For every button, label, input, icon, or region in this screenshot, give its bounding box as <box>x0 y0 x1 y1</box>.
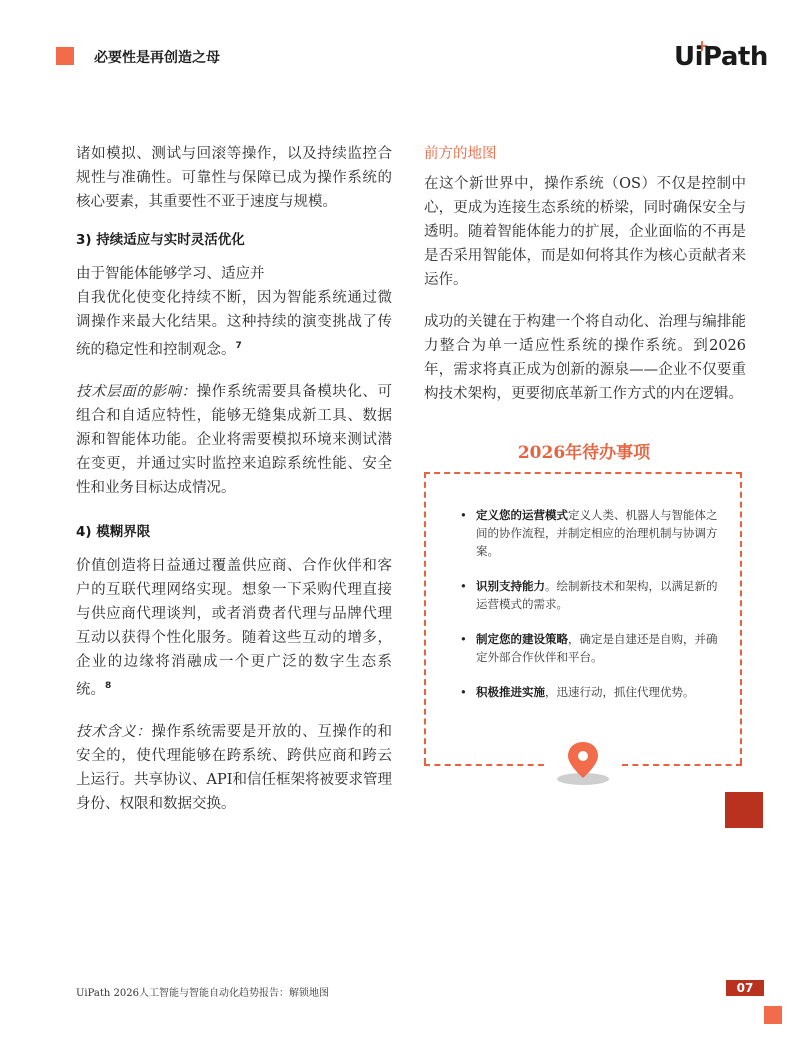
logo-wordmark: UiPath <box>674 42 768 72</box>
corner-accent-square <box>764 1006 782 1024</box>
paragraph-line: 由于智能体能够学习、适应并 <box>76 266 265 282</box>
section-heading-3: 3) 持续适应与实时灵活优化 <box>76 232 245 248</box>
header-accent-square <box>56 47 74 65</box>
page-section-title: 必要性是再创造之母 <box>94 50 220 66</box>
todo-item-text: 。绘制新技术和架构，以满足新的运营模式的需求。 <box>476 579 718 611</box>
map-pin-icon <box>555 740 611 786</box>
todo-box-border-bottom-right <box>622 764 742 766</box>
todo-item <box>460 630 724 666</box>
todo-item-text: ，确定是自建还是自购，并确定外部合作伙伴和平台。 <box>476 632 718 664</box>
todo-item-text: ，迅速行动，抓住代理优势。 <box>545 685 695 699</box>
paragraph <box>76 720 392 816</box>
footnote-ref: 8 <box>105 680 112 691</box>
footer-report-title: UiPath 2026人工智能与智能自动化趋势报告：解锁地图 <box>76 988 329 999</box>
paragraph: 成功的关键在于构建一个将自动化、治理与编排能力整合为单一适应性系统的操作系统。到2026年，需求将真正成为创新的源泉——企业不仅要重构技术架构，更要彻底革新工作方式的内在逻辑。 <box>424 314 746 402</box>
footnote-ref: 7 <box>235 341 242 351</box>
left-column <box>76 142 392 816</box>
todo-title: 2026年待办事项 <box>517 443 651 463</box>
section-heading-map: 前方的地图 <box>424 146 497 162</box>
todo-item <box>460 683 724 701</box>
todo-item-bold: 制定您的建设策略 <box>476 632 568 646</box>
todo-item-bold: 积极推进实施 <box>476 685 545 699</box>
uipath-logo <box>674 38 766 80</box>
paragraph <box>76 262 392 362</box>
decorative-red-block <box>725 792 763 828</box>
todo-box-border-bottom-left <box>424 764 544 766</box>
page-number: 07 <box>726 980 764 996</box>
paragraph: 诸如模拟、测试与回滚等操作，以及持续监控合规性与准确性。可靠性与保障已成为操作系统的核心要素，其重要性不亚于速度与规模。 <box>76 146 392 210</box>
paragraph <box>76 554 392 702</box>
paragraph: 在这个新世界中，操作系统（OS）不仅是控制中心，更成为连接生态系统的桥梁，同时确保安全与透明。随着智能体能力的扩展，企业面临的不再是是否采用智能体，而是如何将其作为核心贡献者来运作。 <box>424 176 746 288</box>
emphasis-label: 技术含义： <box>76 723 152 740</box>
emphasis-label: 技术层面的影响： <box>76 383 197 400</box>
paragraph-text: 操作系统需要具备模块化、可组合和自适应特性，能够无缝集成新工具、数据源和智能体功能。企业将需要模拟环境来测试潜在变更，并通过实时监控来追踪系统性能、安全性和业务目标达成情况。 <box>76 383 393 496</box>
todo-item-bold: 定义您的运营模式 <box>476 508 568 522</box>
todo-item <box>460 506 724 560</box>
paragraph-text: 操作系统需要是开放的、互操作的和安全的，使代理能够在跨系统、跨供应商和跨云上运行。共享协议、API和信任框架将被要求管理身份、权限和数据交换。 <box>76 723 392 812</box>
todo-list <box>460 506 724 718</box>
section-heading-4: 4) 模糊界限 <box>76 523 151 540</box>
todo-item-text: 定义人类、机器人与智能体之间的协作流程，并制定相应的治理机制与协调方案。 <box>476 508 718 558</box>
paragraph-text: 自我优化使变化持续不断，因为智能系统通过微调操作来最大化结果。这种持续的演变挑战了传统的稳定性和控制观念。 <box>76 290 392 358</box>
right-column <box>424 142 746 406</box>
todo-item <box>460 577 724 613</box>
todo-item-bold: 识别支持能力 <box>476 579 545 593</box>
paragraph <box>76 380 392 500</box>
paragraph-text: 价值创造将日益通过覆盖供应商、合作伙伴和客户的互联代理网络实现。想象一下采购代理直接与供应商代理谈判，或者消费者代理与品牌代理互动以获得个性化服务。随着这些互动的增多，企业的边缘将消融成一个更广泛的数字生态系统。 <box>76 557 392 698</box>
